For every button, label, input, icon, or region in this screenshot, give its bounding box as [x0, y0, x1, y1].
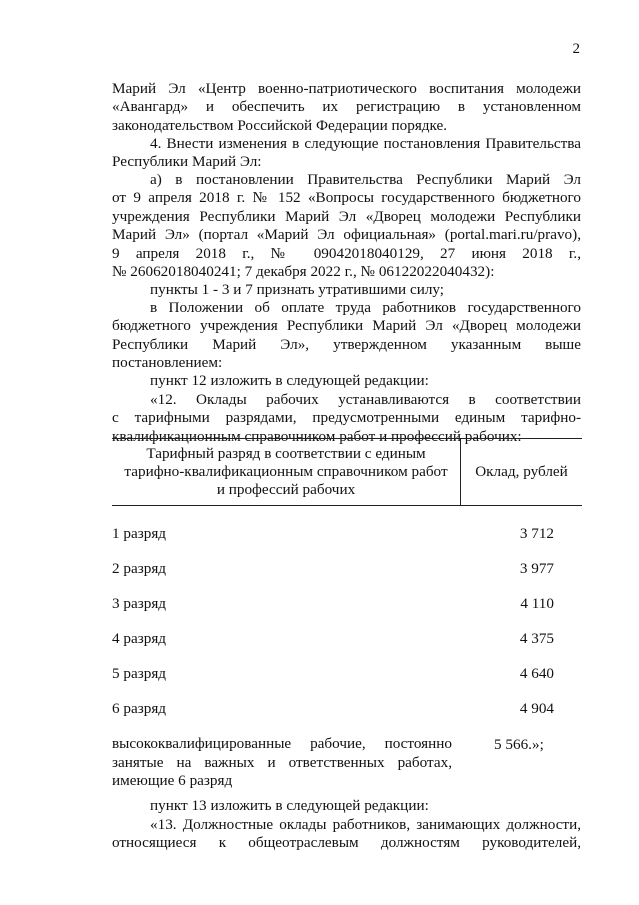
row-salary: 3 977 — [519, 560, 554, 577]
paragraph-item-4 — [112, 135, 581, 172]
header-salary — [461, 439, 582, 505]
text-line: 9 апреля 2018 г., № 09042018040129, 27 июня 2018 г., — [112, 244, 581, 262]
row-salary: 4 375 — [519, 630, 554, 647]
page-number: 2 — [572, 41, 580, 57]
table-row — [112, 525, 582, 545]
salary-table — [112, 438, 582, 790]
row-salary: 4 110 — [520, 595, 554, 612]
text-line: постановлением: — [112, 354, 223, 372]
text-line: Республики Марий Эл: — [112, 153, 262, 171]
text-line: Марий Эл «Центр военно-патриотического воспитания молодежи — [112, 80, 581, 97]
row-salary: 5 566.»; — [494, 736, 544, 753]
text-line: Республики Марий Эл», утвержденном указанным выше — [112, 335, 581, 353]
text-line: относящиеся к общеотраслевым должностям руководителей, — [112, 834, 581, 852]
row-salary: 4 904 — [519, 700, 554, 717]
table-row — [112, 700, 582, 720]
text-line: пункты 1 - 3 и 7 признать утратившими силу; — [150, 281, 445, 298]
table-row — [112, 630, 582, 650]
text-line: учреждения Республики Марий Эл «Дворец молодежи Республики — [112, 207, 581, 225]
text-line: «12. Оклады рабочих устанавливаются в соответствии — [150, 391, 581, 408]
table-header — [112, 438, 582, 506]
header-line: Оклад, рублей — [475, 463, 568, 480]
header-tariff-grade — [112, 439, 461, 505]
text-line: «13. Должностные оклады работников, занимающих должности, — [150, 816, 581, 833]
row-category: 5 разряд — [112, 665, 167, 682]
row-category: 1 разряд — [112, 525, 167, 542]
row-salary: 3 712 — [519, 525, 554, 542]
row-category — [112, 735, 452, 791]
paragraph-point-12-intro — [112, 372, 581, 390]
text-line: «Авангард» и обеспечить их регистрацию в установленном — [112, 98, 581, 116]
text-line: от 9 апреля 2018 г. № 152 «Вопросы государственного бюджетного — [112, 189, 581, 207]
table-row-highly-qualified — [112, 735, 582, 791]
text-line: 4. Внести изменения в следующие постановления Правительства — [150, 135, 581, 152]
text-line: пункт 12 изложить в следующей редакции: — [150, 372, 429, 389]
table-row — [112, 595, 582, 615]
paragraph-continuation — [112, 80, 581, 135]
text-line: с тарифными разрядами, предусмотренными единым тарифно- — [112, 409, 581, 427]
paragraph-regulation — [112, 299, 581, 373]
table-row — [112, 665, 582, 685]
paragraph-point-13-intro — [112, 797, 581, 815]
text-line: № 26062018040241; 7 декабря 2022 г., № 06122022040432): — [112, 263, 495, 281]
header-line: Тарифный разряд в соответствии с единым — [146, 445, 426, 462]
text-line: бюджетного учреждения Республики Марий Эл «Дворец молодежи — [112, 317, 581, 335]
paragraph-subitem-a — [112, 171, 581, 281]
text-line: Марий Эл» (портал «Марий Эл официальная» (portal.mari.ru/pravo), — [112, 226, 581, 244]
text-line: в Положении об оплате труда работников государственного — [150, 299, 581, 316]
header-line: и профессий рабочих — [216, 481, 356, 498]
row-category: 4 разряд — [112, 630, 167, 647]
row-category: 6 разряд — [112, 700, 167, 717]
category-line: имеющие 6 разряд — [112, 772, 233, 790]
text-line: квалификационным справочником работ и профессий рабочих: — [112, 427, 522, 445]
text-line: законодательством Российской Федерации порядке. — [112, 116, 448, 134]
paragraph-point-13 — [112, 816, 581, 853]
category-line: занятые на важных и ответственных работах, — [112, 753, 452, 771]
row-category: 2 разряд — [112, 560, 167, 577]
text-line: пункт 13 изложить в следующей редакции: — [150, 797, 429, 814]
table-row — [112, 560, 582, 580]
text-line: а) в постановлении Правительства Республики Марий Эл — [150, 171, 581, 188]
row-category: 3 разряд — [112, 595, 167, 612]
header-line: тарифно-квалификационным справочником работ — [124, 463, 448, 480]
category-line: высококвалифицированные рабочие, постоянно — [112, 735, 452, 752]
paragraph-repeal — [112, 281, 581, 299]
row-salary: 4 640 — [519, 665, 554, 682]
